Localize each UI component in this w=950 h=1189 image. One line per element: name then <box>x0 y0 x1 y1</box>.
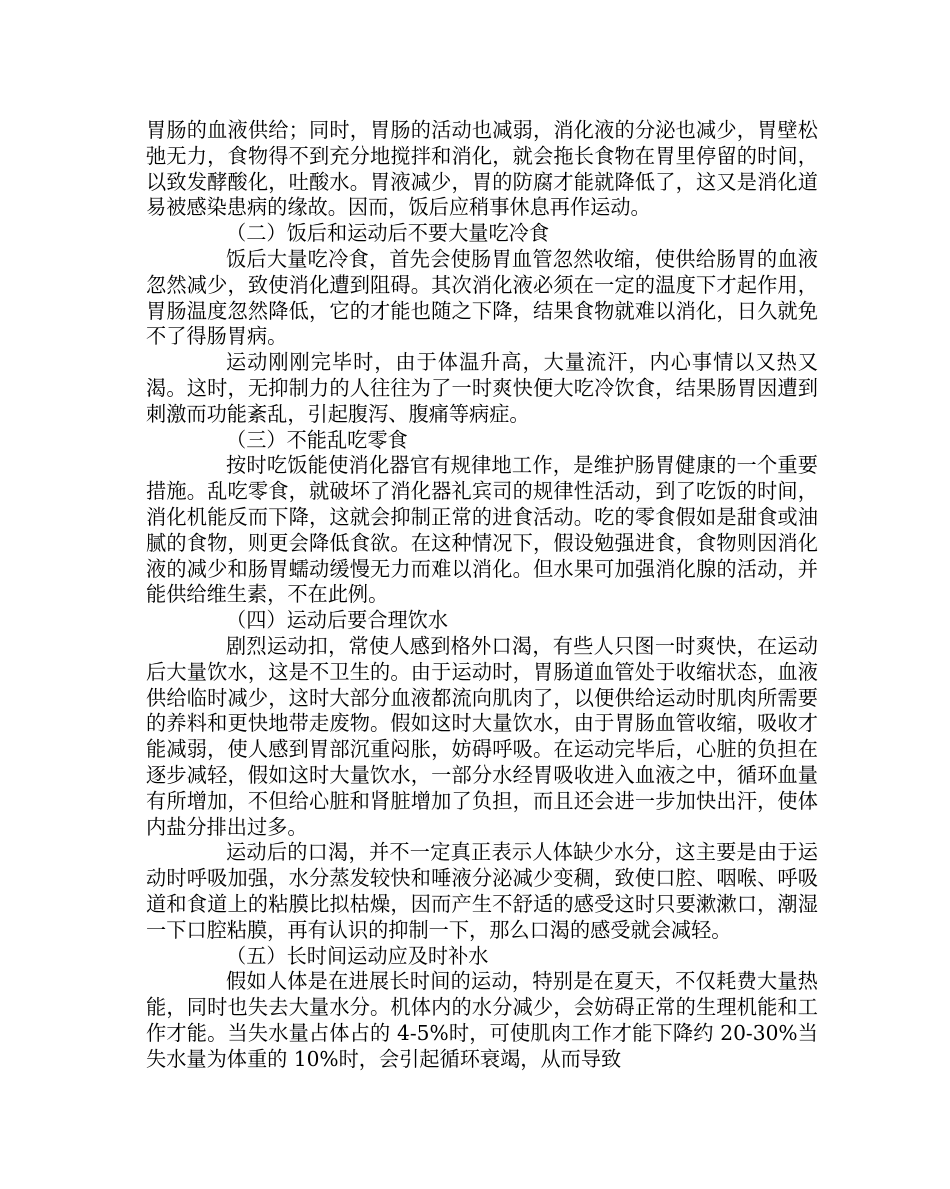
paragraph-2: 饭后大量吃冷食，首先会使肠胃血管忽然收缩，使供给肠胃的血液忽然减少，致使消化遭到阻碍。其次消化液必须在一定的温度下才起作用，胃肠温度忽然降低，它的才能也随之下降，结果食物就难以消化，日久就免不了得肠胃病。 <box>146 246 818 349</box>
section-heading-3: （三）不能乱吃零食 <box>226 427 408 452</box>
section-heading-5: （五）长时间运动应及时补水 <box>226 943 489 968</box>
paragraph-4: 按时吃饭能使消化器官有规律地工作，是维护肠胃健康的一个重要措施。乱吃零食，就破坏了消化器礼宾司的规律性活动，到了吃饭的时间，消化机能反而下降，这就会抑制正常的进食活动。吃的零食假如是甜食或油腻的食物，则更会降低食欲。在这种情况下，假设勉强进食，食物则因消化液的减少和肠胃蠕动缓慢无力而难以消化。但水果可加强消化腺的活动，并能供给维生素，不在此例。 <box>146 453 818 607</box>
document-page <box>146 118 818 1072</box>
section-heading-4: （四）运动后要合理饮水 <box>226 608 449 633</box>
paragraph-7: 假如人体是在进展长时间的运动，特别是在夏天，不仅耗费大量热能，同时也失去大量水分。机体内的水分减少，会妨碍正常的生理机能和工作才能。当失水量占体占的 4-5%时，可使肌肉工作才能下降约 20-30%当失水量为体重的 10%时，会引起循环衰竭，从而导致 <box>146 969 818 1071</box>
section-heading-2: （二）饭后和运动后不要大量吃冷食 <box>226 221 550 246</box>
paragraph-1: 胃肠的血液供给；同时，胃肠的活动也减弱，消化液的分泌也减少，胃壁松弛无力，食物得不到充分地搅拌和消化，就会拖长食物在胃里停留的时间，以致发酵酸化，吐酸水。胃液减少，胃的防腐才能就降低了，这又是消化道易被感染患病的缘故。因而，饭后应稍事休息再作运动。 <box>146 118 818 220</box>
paragraph-6: 运动后的口渴，并不一定真正表示人体缺少水分，这主要是由于运动时呼吸加强，水分蒸发较快和唾液分泌减少变稠，致使口腔、咽喉、呼吸道和食道上的粘膜比拟枯燥，因而产生不舒适的感受这时只要漱漱口，潮湿一下口腔粘膜，再有认识的抑制一下，那么口渴的感受就会减轻。 <box>146 840 818 942</box>
paragraph-3: 运动刚刚完毕时，由于体温升高，大量流汗，内心事情以又热又渴。这时，无抑制力的人往往为了一时爽快便大吃冷饮食，结果肠胃因遭到刺激而功能紊乱，引起腹泻、腹痛等病症。 <box>146 350 818 426</box>
paragraph-5: 剧烈运动扣，常使人感到格外口渴，有些人只图一时爽快，在运动后大量饮水，这是不卫生的。由于运动时，胃肠道血管处于收缩状态，血液供给临时减少，这时大部分血液都流向肌肉了，以便供给运动时肌肉所需要的养料和更快地带走废物。假如这时大量饮水，由于胃肠血管收缩，吸收才能减弱，使人感到胃部沉重闷胀，妨碍呼吸。在运动完毕后，心脏的负担在逐步减轻，假如这时大量饮水，一部分水经胃吸收进入血液之中，循环血量有所增加，不但给心脏和肾脏增加了负担，而且还会进一步加快出汗，使体内盐分排出过多。 <box>146 633 818 839</box>
